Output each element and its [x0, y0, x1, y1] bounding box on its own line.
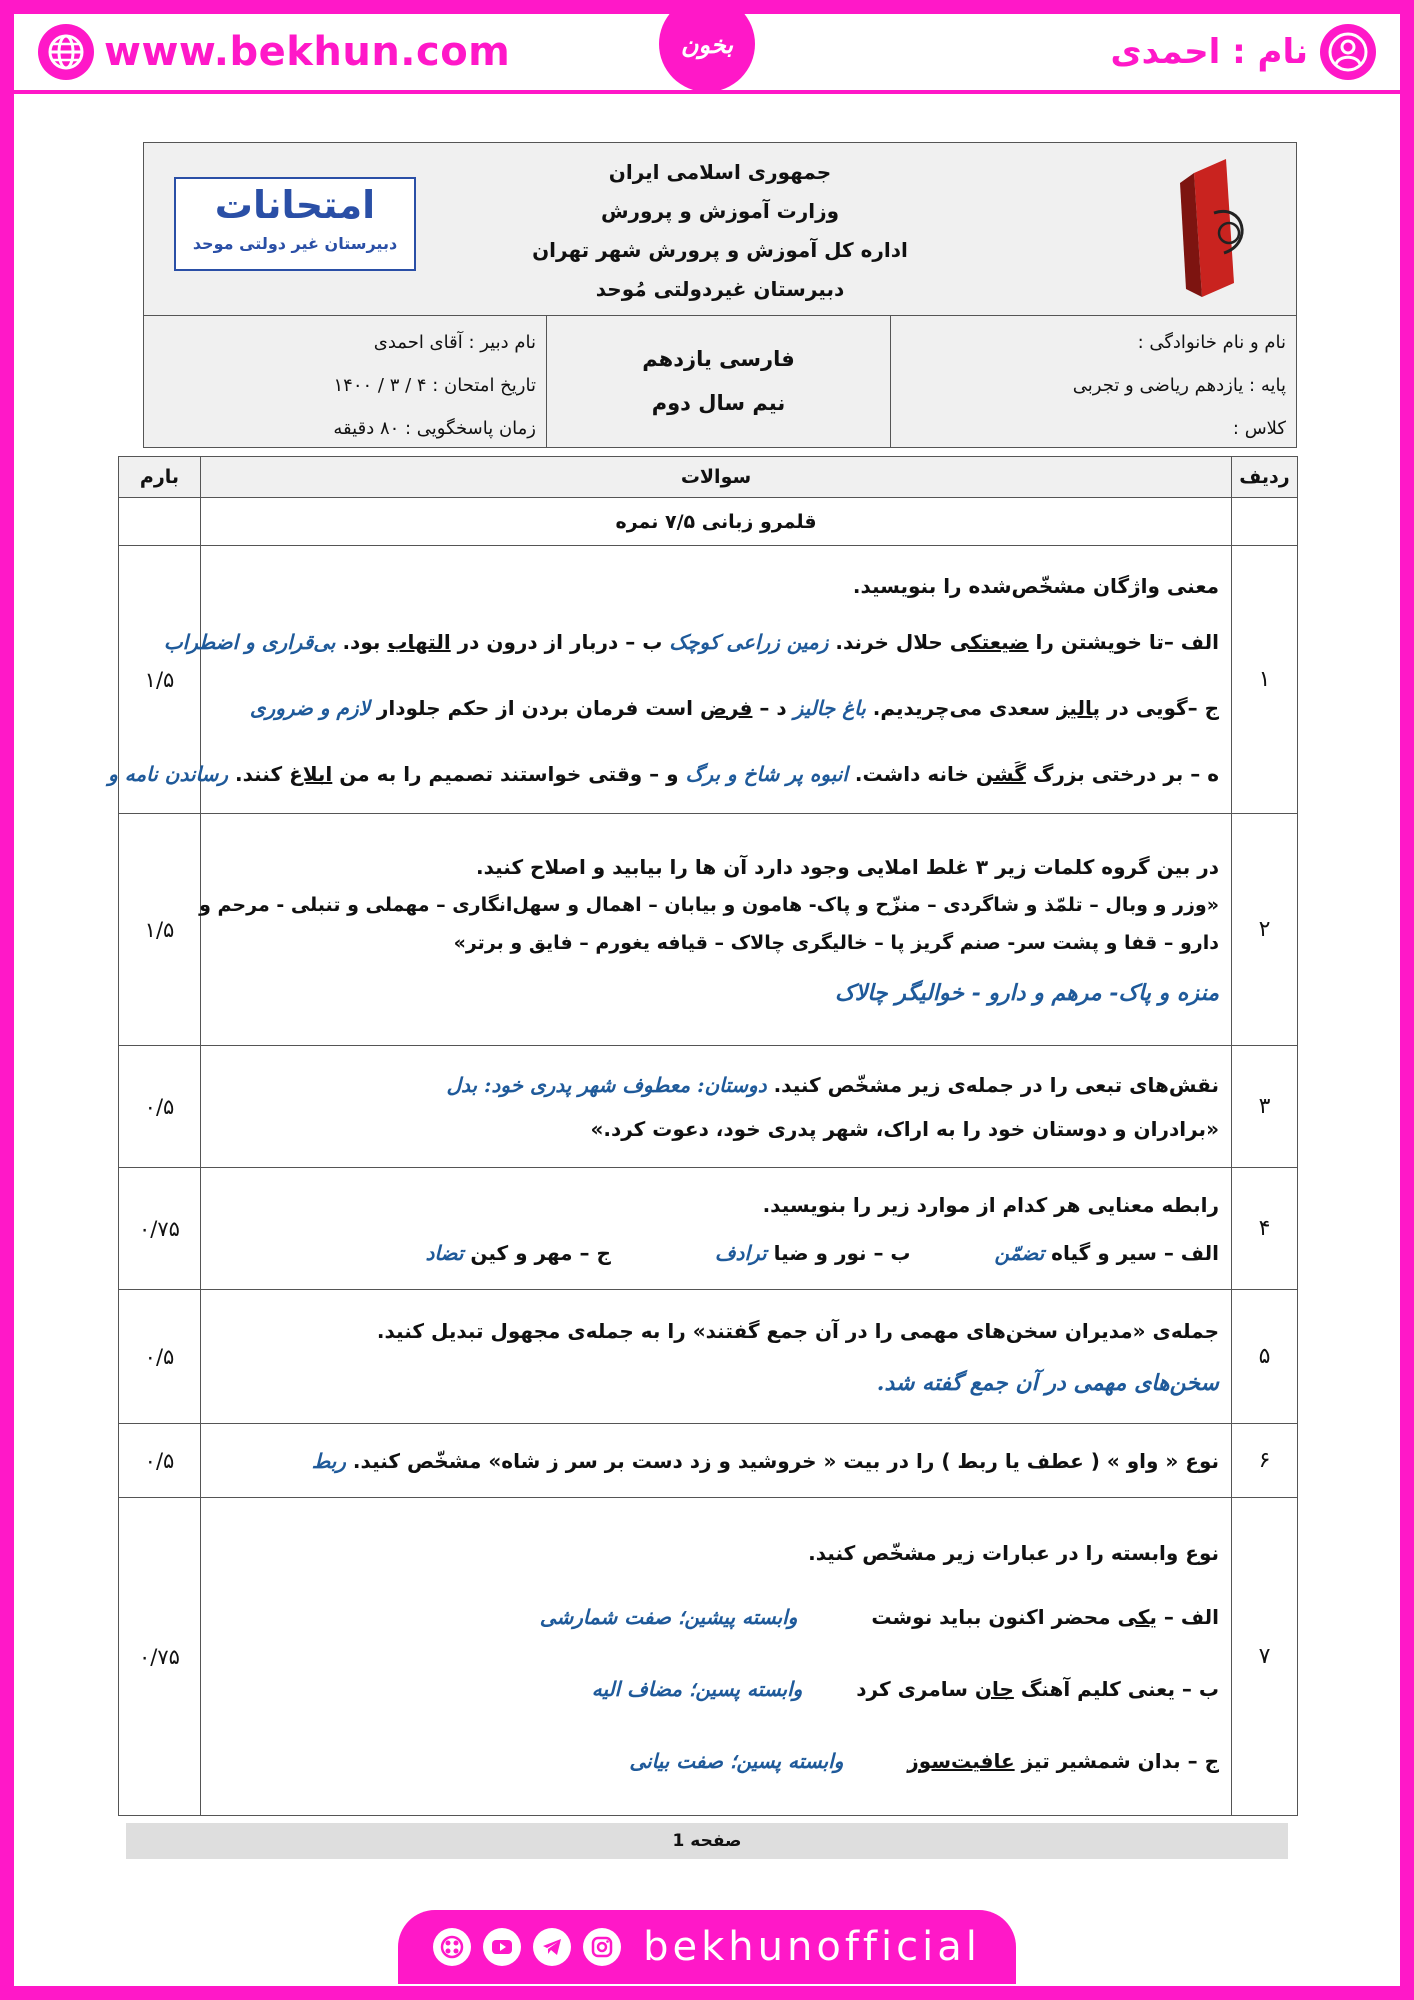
table-row	[119, 1424, 1298, 1498]
student-name-badge	[1111, 24, 1376, 80]
q1a-text: الف –تا خویشتن را	[1028, 629, 1219, 654]
top-bar	[14, 14, 1400, 94]
question-score: ۱/۵	[119, 546, 201, 814]
q6-answer: ربط	[311, 1448, 346, 1473]
exam-date-field: تاریخ امتحان : ۴ / ۳ / ۱۴۰۰	[333, 375, 536, 396]
questions-table	[108, 456, 1298, 1816]
q1e-text: ه – بر درختی بزرگ	[1025, 761, 1219, 786]
youtube-icon[interactable]	[483, 1928, 521, 1966]
q1f-text: و – وقتی خواستند تصمیم را به من	[332, 761, 686, 786]
table-row	[119, 1168, 1298, 1290]
question-score: ۰/۵	[119, 1290, 201, 1424]
header-line-2: وزارت آموزش و پرورش	[600, 199, 840, 223]
question-title: نوع « واو » ( عطف یا ربط ) را در بیت « خروشید و زد دست بر سر ز شاه» مشخّص کنید.	[345, 1448, 1219, 1473]
q7b-text-end: سامری کرد	[856, 1676, 975, 1701]
header-line-4: دبیرستان غیردولتی مُوحد	[595, 277, 845, 301]
telegram-icon[interactable]	[533, 1928, 571, 1966]
brand-logo-text: بخون	[680, 29, 734, 59]
q4c-text: ج – مهر و کین	[463, 1240, 611, 1265]
col-score-header: بارم	[119, 457, 201, 498]
q7b-word: جان	[974, 1676, 1014, 1701]
duration-field: زمان پاسخگویی : ۸۰ دقیقه	[333, 418, 536, 439]
teacher-field: نام دبیر : آقای احمدی	[373, 332, 536, 353]
q4b-text: ب – نور و ضیا	[766, 1240, 911, 1265]
q1f-word: ابلاغ	[289, 761, 333, 786]
q7c-text: ج – بدان شمشیر تیز	[1014, 1748, 1219, 1773]
grade-field: پایه : یازدهم ریاضی و تجربی	[1072, 375, 1286, 396]
header-titles	[144, 153, 1296, 309]
q1d-text-end: است فرمان بردن از حکم جلودار	[369, 695, 700, 720]
website-url: www.bekhun.com	[104, 29, 511, 75]
table-row	[119, 546, 1298, 814]
question-title: نوع وابسته را در عبارات زیر مشخّص کنید.	[808, 1540, 1219, 1565]
q7c-word: عافیت‌سوز	[907, 1748, 1015, 1773]
q1e-text-end: خانه داشت.	[847, 761, 976, 786]
header-line-1: جمهوری اسلامی ایران	[608, 160, 832, 184]
q1c-answer: باغ جالیز	[793, 695, 866, 720]
question-number: ۶	[1232, 1424, 1298, 1498]
question-score: ۰/۷۵	[119, 1168, 201, 1290]
table-row	[119, 1290, 1298, 1424]
q1a-word: ضیعتکی	[949, 629, 1029, 654]
question-number: ۲	[1232, 814, 1298, 1046]
exam-info	[144, 315, 546, 447]
question-title: نقش‌های تبعی را در جمله‌ی زیر مشخّص کنید.	[766, 1072, 1219, 1097]
brand-logo	[652, 14, 762, 88]
q7a-answer: وابسته پیشین؛ صفت شمارشی	[539, 1604, 798, 1629]
q5-answer: سخن‌های مهمی در آن جمع گفته شد.	[876, 1369, 1219, 1396]
question-score: ۰/۵	[119, 1046, 201, 1168]
globe-icon	[38, 24, 94, 80]
col-questions-header: سوالات	[201, 457, 1232, 498]
question-title: جمله‌ی «مدیران سخن‌های مهمی را در آن جمع گفتند» را به جمله‌ی مجهول تبدیل کنید.	[376, 1318, 1219, 1343]
q1d-answer: لازم و ضروری	[249, 695, 370, 720]
aparat-icon[interactable]	[433, 1928, 471, 1966]
q1d-word: فرض	[700, 695, 753, 720]
q4a-text: الف – سیر و گیاه	[1044, 1240, 1219, 1265]
header-line-3: اداره کل آموزش و پرورش شهر تهران	[532, 238, 908, 262]
section-title: قلمرو زبانی ۷/۵ نمره	[201, 498, 1232, 546]
student-name: نام : احمدی	[1110, 32, 1308, 72]
q1e-word: گَشن	[975, 761, 1026, 786]
table-row	[119, 814, 1298, 1046]
q1c-text: ج –گویی در	[1100, 695, 1219, 720]
term-title: نیم سال دوم	[651, 391, 786, 415]
subject-title: فارسی یازدهم	[642, 347, 795, 371]
q1a-answer: زمین زراعی کوچک	[669, 629, 829, 654]
subject-info	[546, 315, 890, 447]
q1f-text-end: کنند.	[228, 761, 290, 786]
q1d-text: د –	[752, 695, 794, 720]
question-number: ۷	[1232, 1498, 1298, 1816]
q1e-answer: انبوه پر شاخ و برگ	[685, 761, 848, 786]
q1a-text-end: حلال خرند.	[828, 629, 950, 654]
question-number: ۱	[1232, 546, 1298, 814]
q7b-answer: وابسته پسین؛ مضاف الیه	[591, 1676, 803, 1701]
q7a-text: الف –	[1156, 1604, 1219, 1629]
page-number: صفحه 1	[126, 1823, 1288, 1859]
q7a-text-end: محضر اکنون بباید نوشت	[871, 1604, 1118, 1629]
q7b-text: ب – یعنی کلیم آهنگ	[1013, 1676, 1219, 1701]
school-emblem-icon	[1174, 153, 1256, 303]
question-score: ۰/۵	[119, 1424, 201, 1498]
q2-line-1: «وزر و وبال – تلمّذ و شاگردی – منزّح و پاک- هامون و بیابان – اهمال و سهل‌انگاری – مهملی و تنبلی - مرحم و	[199, 893, 1219, 916]
q4b-answer: ترادف	[714, 1240, 767, 1265]
social-bar	[398, 1910, 1016, 1984]
q7a-word: یکی	[1117, 1604, 1157, 1629]
question-score: ۰/۷۵	[119, 1498, 201, 1816]
q4a-answer: تضمّن	[994, 1240, 1045, 1265]
q3-sentence: «برادران و دوستان خود را به اراک، شهر پدری خود، دعوت کرد.»	[590, 1116, 1219, 1141]
q1b-answer: بی‌قراری و اضطراب	[163, 629, 336, 654]
q3-answer: دوستان: معطوف شهر پدری خود: بدل	[446, 1072, 767, 1097]
q4c-answer: تضاد	[425, 1240, 464, 1265]
question-number: ۳	[1232, 1046, 1298, 1168]
q2-answer: منزه و پاک- مرهم و دارو - خوالیگر چالاک	[835, 979, 1219, 1006]
question-title: در بین گروه کلمات زیر ۳ غلط املایی وجود دارد آن ها را بیابید و اصلاح کنید.	[475, 854, 1219, 879]
q1b-word: التهاب	[387, 629, 451, 654]
q1b-text: ب – دربار از درون در	[450, 629, 670, 654]
question-number: ۴	[1232, 1168, 1298, 1290]
q1f-answer: رساندن نامه و	[108, 761, 229, 786]
website-link[interactable]	[38, 24, 510, 80]
q1c-text-end: سعدی می‌چریدیم.	[865, 695, 1057, 720]
student-name-field: نام و نام خانوادگی :	[1137, 332, 1286, 353]
student-info	[890, 315, 1296, 447]
social-handle[interactable]: bekhunofficial	[643, 1924, 981, 1970]
exam-header	[143, 142, 1297, 448]
question-number: ۵	[1232, 1290, 1298, 1424]
user-icon	[1320, 24, 1376, 80]
stamp-title: امتحانات	[214, 183, 376, 227]
q7c-answer: وابسته پسین؛ صفت بیانی	[629, 1748, 844, 1773]
table-row	[119, 1498, 1298, 1816]
question-title: معنی واژگان مشخّص‌شده را بنویسید.	[852, 573, 1219, 598]
stamp-subtitle: دبیرستان غیر دولتی موحد	[192, 234, 398, 253]
q2-line-2: دارو – قفا و پشت سر- صنم گریز پا – خالیگری چالاک – قیافه یغورم – فایق و برتر»	[453, 931, 1219, 954]
instagram-icon[interactable]	[583, 1928, 621, 1966]
q1c-word: پالیز	[1056, 695, 1100, 720]
col-row-header: ردیف	[1232, 457, 1298, 498]
q1b-text-end: بود.	[335, 629, 388, 654]
question-title: رابطه معنایی هر کدام از موارد زیر را بنویسید.	[762, 1192, 1219, 1217]
class-field: کلاس :	[1232, 418, 1286, 439]
question-score: ۱/۵	[119, 814, 201, 1046]
table-row	[119, 1046, 1298, 1168]
